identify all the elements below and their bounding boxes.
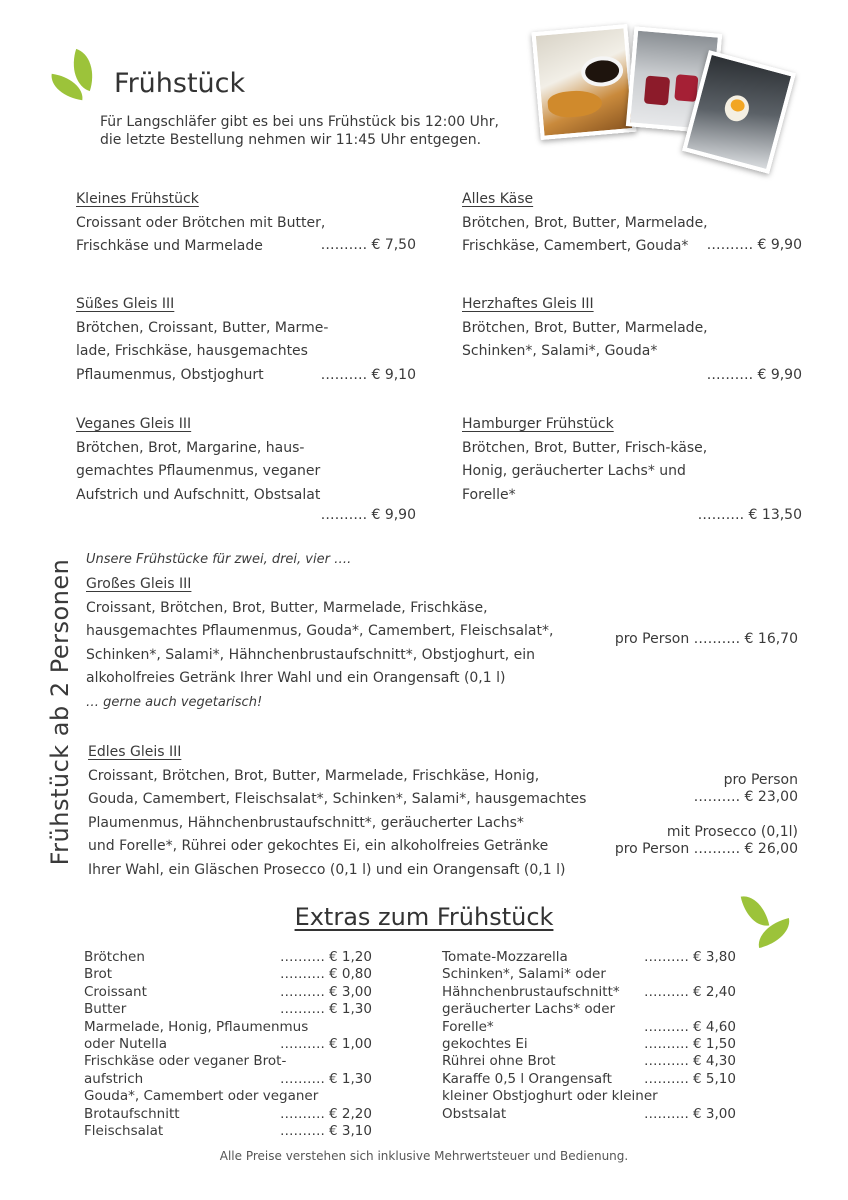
extras-item-name: Brot: [84, 966, 113, 983]
footer-note: Alle Preise verstehen sich inklusive Mehrwertsteuer und Bedienung.: [219, 1149, 629, 1163]
extras-title: Extras zum Frühstück: [294, 903, 554, 931]
extras-row: [84, 1088, 372, 1105]
extras-item-name: Croissant: [84, 983, 147, 1000]
extras-row: [84, 1106, 372, 1123]
menu-item-price: pro Person ………. € 26,00: [614, 841, 798, 857]
extras-item-name: Karaffe 0,5 l Orangensaft: [442, 1070, 612, 1087]
menu-item-desc: Honig, geräucherter Lachs* und: [462, 463, 686, 479]
side-label: Frühstück ab 2 Personen: [46, 558, 74, 866]
extras-item-price: ………. € 5,10: [643, 1070, 736, 1087]
extras-item-name: oder Nutella: [84, 1035, 168, 1052]
extras-row: [442, 1001, 736, 1018]
menu-item-desc: Forelle*: [462, 486, 516, 503]
extras-row: [442, 984, 736, 1001]
menu-item-edles: [88, 741, 628, 882]
menu-item-price: ………. € 7,50: [320, 237, 416, 253]
menu-item-price: ………. € 9,90: [706, 367, 802, 383]
extras-item-name: aufstrich: [84, 1070, 144, 1087]
extras-row: [84, 966, 372, 983]
menu-item-desc: Brötchen, Brot, Butter, Marmelade,: [462, 319, 708, 336]
menu-item-desc: Brötchen, Croissant, Butter, Marme-: [76, 319, 329, 336]
extras-item-name: Brötchen: [84, 949, 145, 965]
extras-item-price: ………. € 2,20: [279, 1105, 372, 1122]
extras-row: [442, 1019, 736, 1036]
menu-item-hamburger: [462, 413, 802, 523]
extras-list-right: [442, 949, 736, 1123]
extras-item-name: Forelle*: [442, 1018, 494, 1035]
extras-item-name: Schinken*, Salami* oder: [442, 966, 606, 983]
leaf-decoration-icon: [738, 890, 794, 952]
edles-price-block: [615, 772, 798, 858]
extras-row: [442, 1053, 736, 1070]
extras-item-name: Butter: [84, 1001, 127, 1018]
menu-item-price: ………. € 23,00: [693, 789, 798, 805]
menu-item-desc: Brötchen, Brot, Margarine, haus-: [76, 439, 305, 456]
extras-row: [84, 984, 372, 1001]
menu-item-title: Großes Gleis III: [86, 576, 192, 592]
menu-item-desc: Schinken*, Salami*, Gouda*: [462, 343, 658, 359]
menu-item-desc: Gouda, Camembert, Fleischsalat*, Schinken*, Salami*, hausgemachtes: [88, 791, 587, 807]
extras-row: [442, 1088, 736, 1105]
extras-row: [442, 966, 736, 983]
extras-item-price: ………. € 1,20: [279, 949, 372, 965]
extras-item-price: ………. € 3,00: [279, 983, 372, 1000]
menu-item-desc: Frischkäse, Camembert, Gouda*: [462, 238, 689, 254]
extras-row: [442, 1036, 736, 1053]
menu-item-title: Veganes Gleis III: [76, 416, 192, 432]
extras-row: [84, 1036, 372, 1053]
menu-item-price: ………. € 13,50: [697, 507, 802, 523]
extras-item-price: ………. € 3,80: [643, 949, 736, 965]
extras-item-name: Marmelade, Honig, Pflaumenmus: [84, 1018, 309, 1035]
menu-item-desc: gemachtes Pflaumenmus, veganer: [76, 463, 321, 479]
menu-item-desc: lade, Frischkäse, hausgemachtes: [76, 343, 308, 359]
menu-item-title: Edles Gleis III: [88, 744, 182, 760]
extras-item-price: ………. € 4,60: [643, 1018, 736, 1035]
extras-row: [84, 949, 372, 966]
menu-item-desc: Ihrer Wahl, ein Gläschen Prosecco (0,1 l) und ein Orangensaft (0,1 l): [88, 861, 566, 878]
menu-item-grosses: [86, 573, 626, 714]
extras-row: [84, 1019, 372, 1036]
menu-item-price: pro Person ………. € 16,70: [614, 631, 798, 647]
menu-item-title: Süßes Gleis III: [76, 296, 175, 312]
extras-item-name: Gouda*, Camembert oder veganer: [84, 1088, 319, 1105]
extras-row: [442, 1071, 736, 1088]
extras-item-name: gekochtes Ei: [442, 1035, 528, 1052]
menu-item-desc: hausgemachtes Pflaumenmus, Gouda*, Camembert, Fleischsalat*,: [86, 623, 554, 639]
menu-item-title: Hamburger Frühstück: [462, 416, 614, 432]
menu-item-price: ………. € 9,10: [320, 367, 416, 383]
menu-item-price: ………. € 9,90: [706, 237, 802, 253]
menu-item-desc: Croissant oder Brötchen mit Butter,: [76, 214, 326, 231]
extras-item-name: kleiner Obstjoghurt oder kleiner: [442, 1088, 658, 1105]
menu-item-title: Herzhaftes Gleis III: [462, 296, 594, 312]
menu-item-desc: Brötchen, Brot, Butter, Marmelade,: [462, 214, 708, 231]
extras-item-price: ………. € 3,00: [643, 1105, 736, 1122]
intro-line-1: Für Langschläfer gibt es bei uns Frühstück bis 12:00 Uhr,: [100, 114, 499, 130]
menu-item-desc: Croissant, Brötchen, Brot, Butter, Marmelade, Frischkäse, Honig,: [88, 767, 540, 784]
menu-item-alles-kaese: [462, 188, 802, 259]
extras-item-name: Hähnchenbrustaufschnitt*: [442, 983, 620, 1000]
extras-item-name: Tomate-Mozzarella: [442, 949, 568, 965]
menu-item-desc: Aufstrich und Aufschnitt, Obstsalat: [76, 486, 321, 503]
extras-item-name: Brotaufschnitt: [84, 1105, 180, 1122]
menu-item-desc: Schinken*, Salami*, Hähnchenbrustaufschnitt*, Obstjoghurt, ein: [86, 646, 535, 663]
extras-item-price: ………. € 4,30: [643, 1053, 736, 1070]
group-intro: Unsere Frühstücke für zwei, drei, vier ….: [86, 552, 352, 567]
menu-item-price: ………. € 9,90: [320, 507, 416, 523]
menu-item-herzhaftes: [462, 293, 802, 383]
menu-item-kleines: [76, 188, 416, 259]
menu-item-note: … gerne auch vegetarisch!: [86, 694, 263, 710]
extras-item-price: ………. € 1,30: [279, 1001, 372, 1018]
extras-item-name: geräucherter Lachs* oder: [442, 1001, 616, 1018]
page-title: Frühstück: [114, 68, 246, 99]
menu-item-title: Alles Käse: [462, 191, 534, 207]
extras-row: [84, 1071, 372, 1088]
intro-line-2: die letzte Bestellung nehmen wir 11:45 Uhr entgegen.: [100, 132, 482, 148]
menu-item-desc: alkoholfreies Getränk Ihrer Wahl und ein Orangensaft (0,1 l): [86, 670, 506, 686]
price-label: pro Person: [723, 772, 798, 788]
menu-item-desc: Pflaumenmus, Obstjoghurt: [76, 366, 264, 383]
extras-item-price: ………. € 1,00: [279, 1035, 372, 1052]
extras-item-name: Obstsalat: [442, 1105, 507, 1122]
menu-item-desc: Frischkäse und Marmelade: [76, 238, 263, 254]
leaf-logo-icon: [48, 46, 100, 106]
menu-item-veganes: [76, 413, 416, 523]
extras-list-left: [84, 949, 372, 1140]
extras-item-price: ………. € 2,40: [643, 983, 736, 1000]
extras-item-price: ………. € 1,30: [279, 1070, 372, 1087]
extras-item-name: Frischkäse oder veganer Brot-: [84, 1053, 287, 1070]
extras-item-price: ………. € 3,10: [279, 1122, 372, 1139]
menu-item-desc: Plaumenmus, Hähnchenbrustaufschnitt*, geräucherter Lachs*: [88, 814, 524, 831]
extras-row: [442, 1106, 736, 1123]
menu-item-desc: und Forelle*, Rührei oder gekochtes Ei, ein alkoholfreies Getränke: [88, 838, 549, 854]
extras-row: [442, 949, 736, 966]
extras-row: [84, 1001, 372, 1018]
extras-row: [84, 1123, 372, 1140]
croissant-coffee-photo: [531, 24, 636, 140]
extras-row: [84, 1053, 372, 1070]
menu-item-title: Kleines Frühstück: [76, 191, 199, 207]
extras-item-name: Rührei ohne Brot: [442, 1053, 556, 1070]
extras-item-price: ………. € 1,50: [643, 1035, 736, 1052]
price-label: mit Prosecco (0,1l): [666, 824, 798, 840]
extras-item-price: ………. € 0,80: [279, 966, 372, 983]
menu-item-desc: Brötchen, Brot, Butter, Frisch-käse,: [462, 439, 708, 456]
menu-item-suesses: [76, 293, 416, 387]
menu-item-desc: Croissant, Brötchen, Brot, Butter, Marmelade, Frischkäse,: [86, 599, 488, 616]
extras-item-name: Fleischsalat: [84, 1122, 164, 1139]
